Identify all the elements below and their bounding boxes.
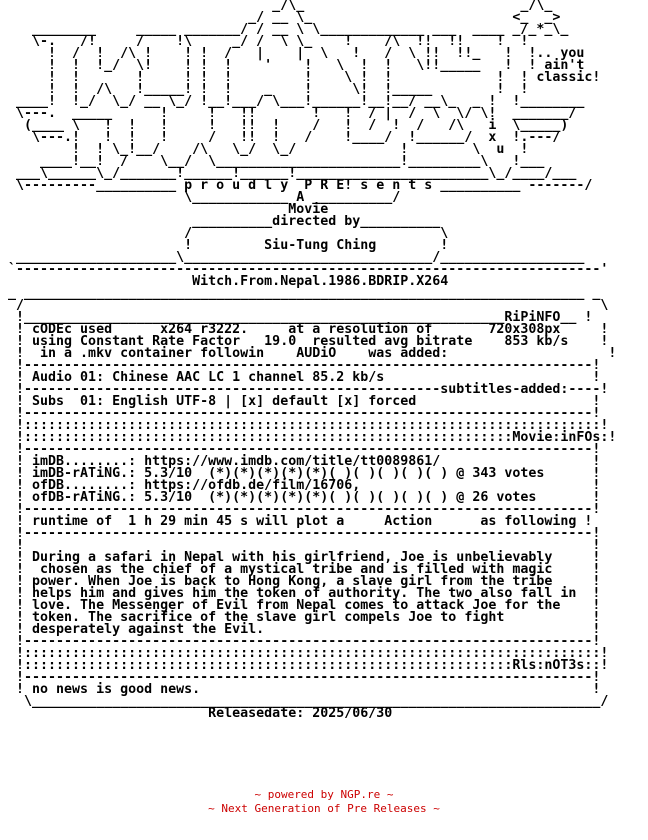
- logo-line-8: ! ! /\ !_____! ! ! _ ! \! !_____ ! !: [0, 82, 529, 97]
- logo-line-14: ____!__! / \__/ \_______________________!_________\ !___: [0, 154, 545, 169]
- divider-rule: !-----------------------------------------------------------------------!: [0, 634, 601, 649]
- movie-line: Movie: [0, 202, 329, 217]
- logo-line-10: \---. _____ ! ! !! ! ! / | / \ \/ \! _______/: [0, 106, 577, 121]
- directed-by-line: __________directed by__________: [0, 214, 441, 229]
- plot-line: ! During a safari in Nepal with his girlfriend, Joe is unbelievably !: [0, 550, 601, 565]
- release-date: Releasedate: 2025/06/30: [0, 706, 393, 721]
- plot-line: ! chosen as the chief of a mystical tribe and is filled with magic !: [0, 562, 601, 577]
- plot-line: ! desperately against the Evil. !: [0, 622, 601, 637]
- logo-line-1: _/\_ _/\_: [0, 0, 553, 13]
- divider-rule: `-------------------------------------------------------------------------': [0, 262, 609, 277]
- logo-line-7: ! ! ! ! ! ! ! \ ! ! ! ! classic!: [0, 70, 601, 85]
- info-box-bottom: \_______________________________________________________________________/: [0, 694, 609, 709]
- divider-rule: !-----------------------------------------------------------------------!: [0, 502, 601, 517]
- a-line: \____________ A __________/: [0, 190, 401, 205]
- logo-line-9: ____! !_/ \_/ __ \_/ !__!___/ \___!______!__!__/ __\_ _ ! !________: [0, 94, 585, 109]
- plot-line: ! helps him and gives him the token of authority. The two also fall in !: [0, 586, 601, 601]
- tagline-footer: ~ Next Generation of Pre Releases ~: [208, 802, 440, 815]
- logo-line-6: ! ! !_/ \! ! ! ! ' ! \ ! ! \!!_____ ! ! ain't: [0, 58, 585, 73]
- divider-rule: _ ______________________________________________________________________ _: [0, 286, 601, 301]
- ofdb-rating-line: ! ofDB-rATiNG.: 5.3/10 (*)(*)(*)(*)(*)( )( )( )( )( ) @ 26 votes !: [0, 490, 601, 505]
- release-notes-line: ! no news is good news. !: [0, 682, 601, 697]
- runtime-line: ! runtime of 1 h 29 min 45 s will plot a Action as following !: [0, 514, 593, 529]
- dots-line: !::::::::::::::::::::::::::::::::::::::::::::::::::::::::::::::::::::::::!: [0, 646, 609, 661]
- crf-line: ! using Constant Rate Factor 19.0 resulted avg bitrate 853 kb/s !: [0, 334, 609, 349]
- logo-line-2: _/ __ \_ <_ _>: [0, 10, 561, 25]
- ripinfo-header: !____________________________________________________________RiPiNFO__ !: [0, 310, 593, 325]
- movie-info-header: !:::::::::::::::::::::::::::::::::::::::::::::::::::::::::::::Movie:inFOs:!: [0, 430, 617, 445]
- codec-line: ! cODEc used x264 r3222. at a resolution of 720x308px !: [0, 322, 609, 337]
- divider-rule: !-----------------------------------------------------------------------!: [0, 406, 601, 421]
- proudly-presents-line: \---------__________ p r o u d l y P R E! s e n t s __________ -------/: [0, 178, 593, 193]
- logo-line-5: ! / ! /\ ! ! ! / | | \ ! / \ !! !!_ ! !.. you: [0, 46, 585, 61]
- logo-line-4: \-. /! / !\ _/ / \ \_ ! /\ !! !! ! !: [0, 34, 529, 49]
- plot-line: ! love. The Messenger of Evil from Nepal comes to attack Joe for the !: [0, 598, 601, 613]
- director-box-top: / \: [0, 226, 449, 241]
- logo-line-15: ___\______\_/_______!______!______!________________________\_/____/___: [0, 166, 577, 181]
- subtitles-line: ! Subs 01: English UTF-8 | [x] default [x] forced !: [0, 394, 601, 409]
- logo-line-3: ________ _____ _______/ / __ \ \_____________ ___ ____ _/_*_\_: [0, 22, 569, 37]
- subtitles-header: !----------------------------------------------------subtitles-added:----!: [0, 382, 609, 397]
- divider-rule: !-----------------------------------------------------------------------!: [0, 670, 601, 685]
- imdb-line: ! imDB........: https://www.imdb.com/title/tt0089861/ !: [0, 454, 601, 469]
- release-name: Witch.From.Nepal.1986.BDRIP.X264: [0, 274, 449, 289]
- divider-rule: !-----------------------------------------------------------------------!: [0, 526, 601, 541]
- info-box-top: / \: [0, 298, 609, 313]
- blank-line: ! !: [0, 538, 601, 553]
- dots-line: !::::::::::::::::::::::::::::::::::::::::::::::::::::::::::::::::::::::::!: [0, 418, 609, 433]
- logo-line-13: ! ! \_!__/ /\ \_/ \_/ ! \ u !: [0, 142, 529, 157]
- logo-line-11: (____ \ ! ! ! ! !! ! / ! / ! / /\ i \_____): [0, 118, 569, 133]
- powered-by-footer: ~ powered by NGP.re ~: [254, 788, 394, 801]
- release-notes-header: !:::::::::::::::::::::::::::::::::::::::::::::::::::::::::::::Rls:nOT3s::!: [0, 658, 609, 673]
- container-line: ! in a .mkv container followin AUDiO was added: !: [0, 346, 617, 361]
- divider-rule: !-----------------------------------------------------------------------!: [0, 358, 601, 373]
- audio-line: ! Audio 01: Chinese AAC LC 1 channel 85.2 kb/s !: [0, 370, 601, 385]
- director-box-bottom: ____________________\_______________________________/__________________: [0, 250, 585, 265]
- plot-line: ! power. When Joe is back to Hong Kong, a slave girl from the tribe !: [0, 574, 601, 589]
- divider-rule: !-----------------------------------------------------------------------!: [0, 442, 601, 457]
- plot-line: ! token. The sacrifice of the slave girl compels Joe to fight !: [0, 610, 601, 625]
- imdb-rating-line: ! imDB-rATiNG.: 5.3/10 (*)(*)(*)(*)(*)( )( )( )( )( ) @ 343 votes !: [0, 466, 601, 481]
- director-name-line: ! Siu-Tung Ching !: [0, 238, 449, 253]
- logo-line-12: \---.! ! ! ! / !! ! / !____/ !______/ x !.---/: [0, 130, 561, 145]
- ofdb-line: ! ofDB........: https://ofdb.de/film/16706, !: [0, 478, 601, 493]
